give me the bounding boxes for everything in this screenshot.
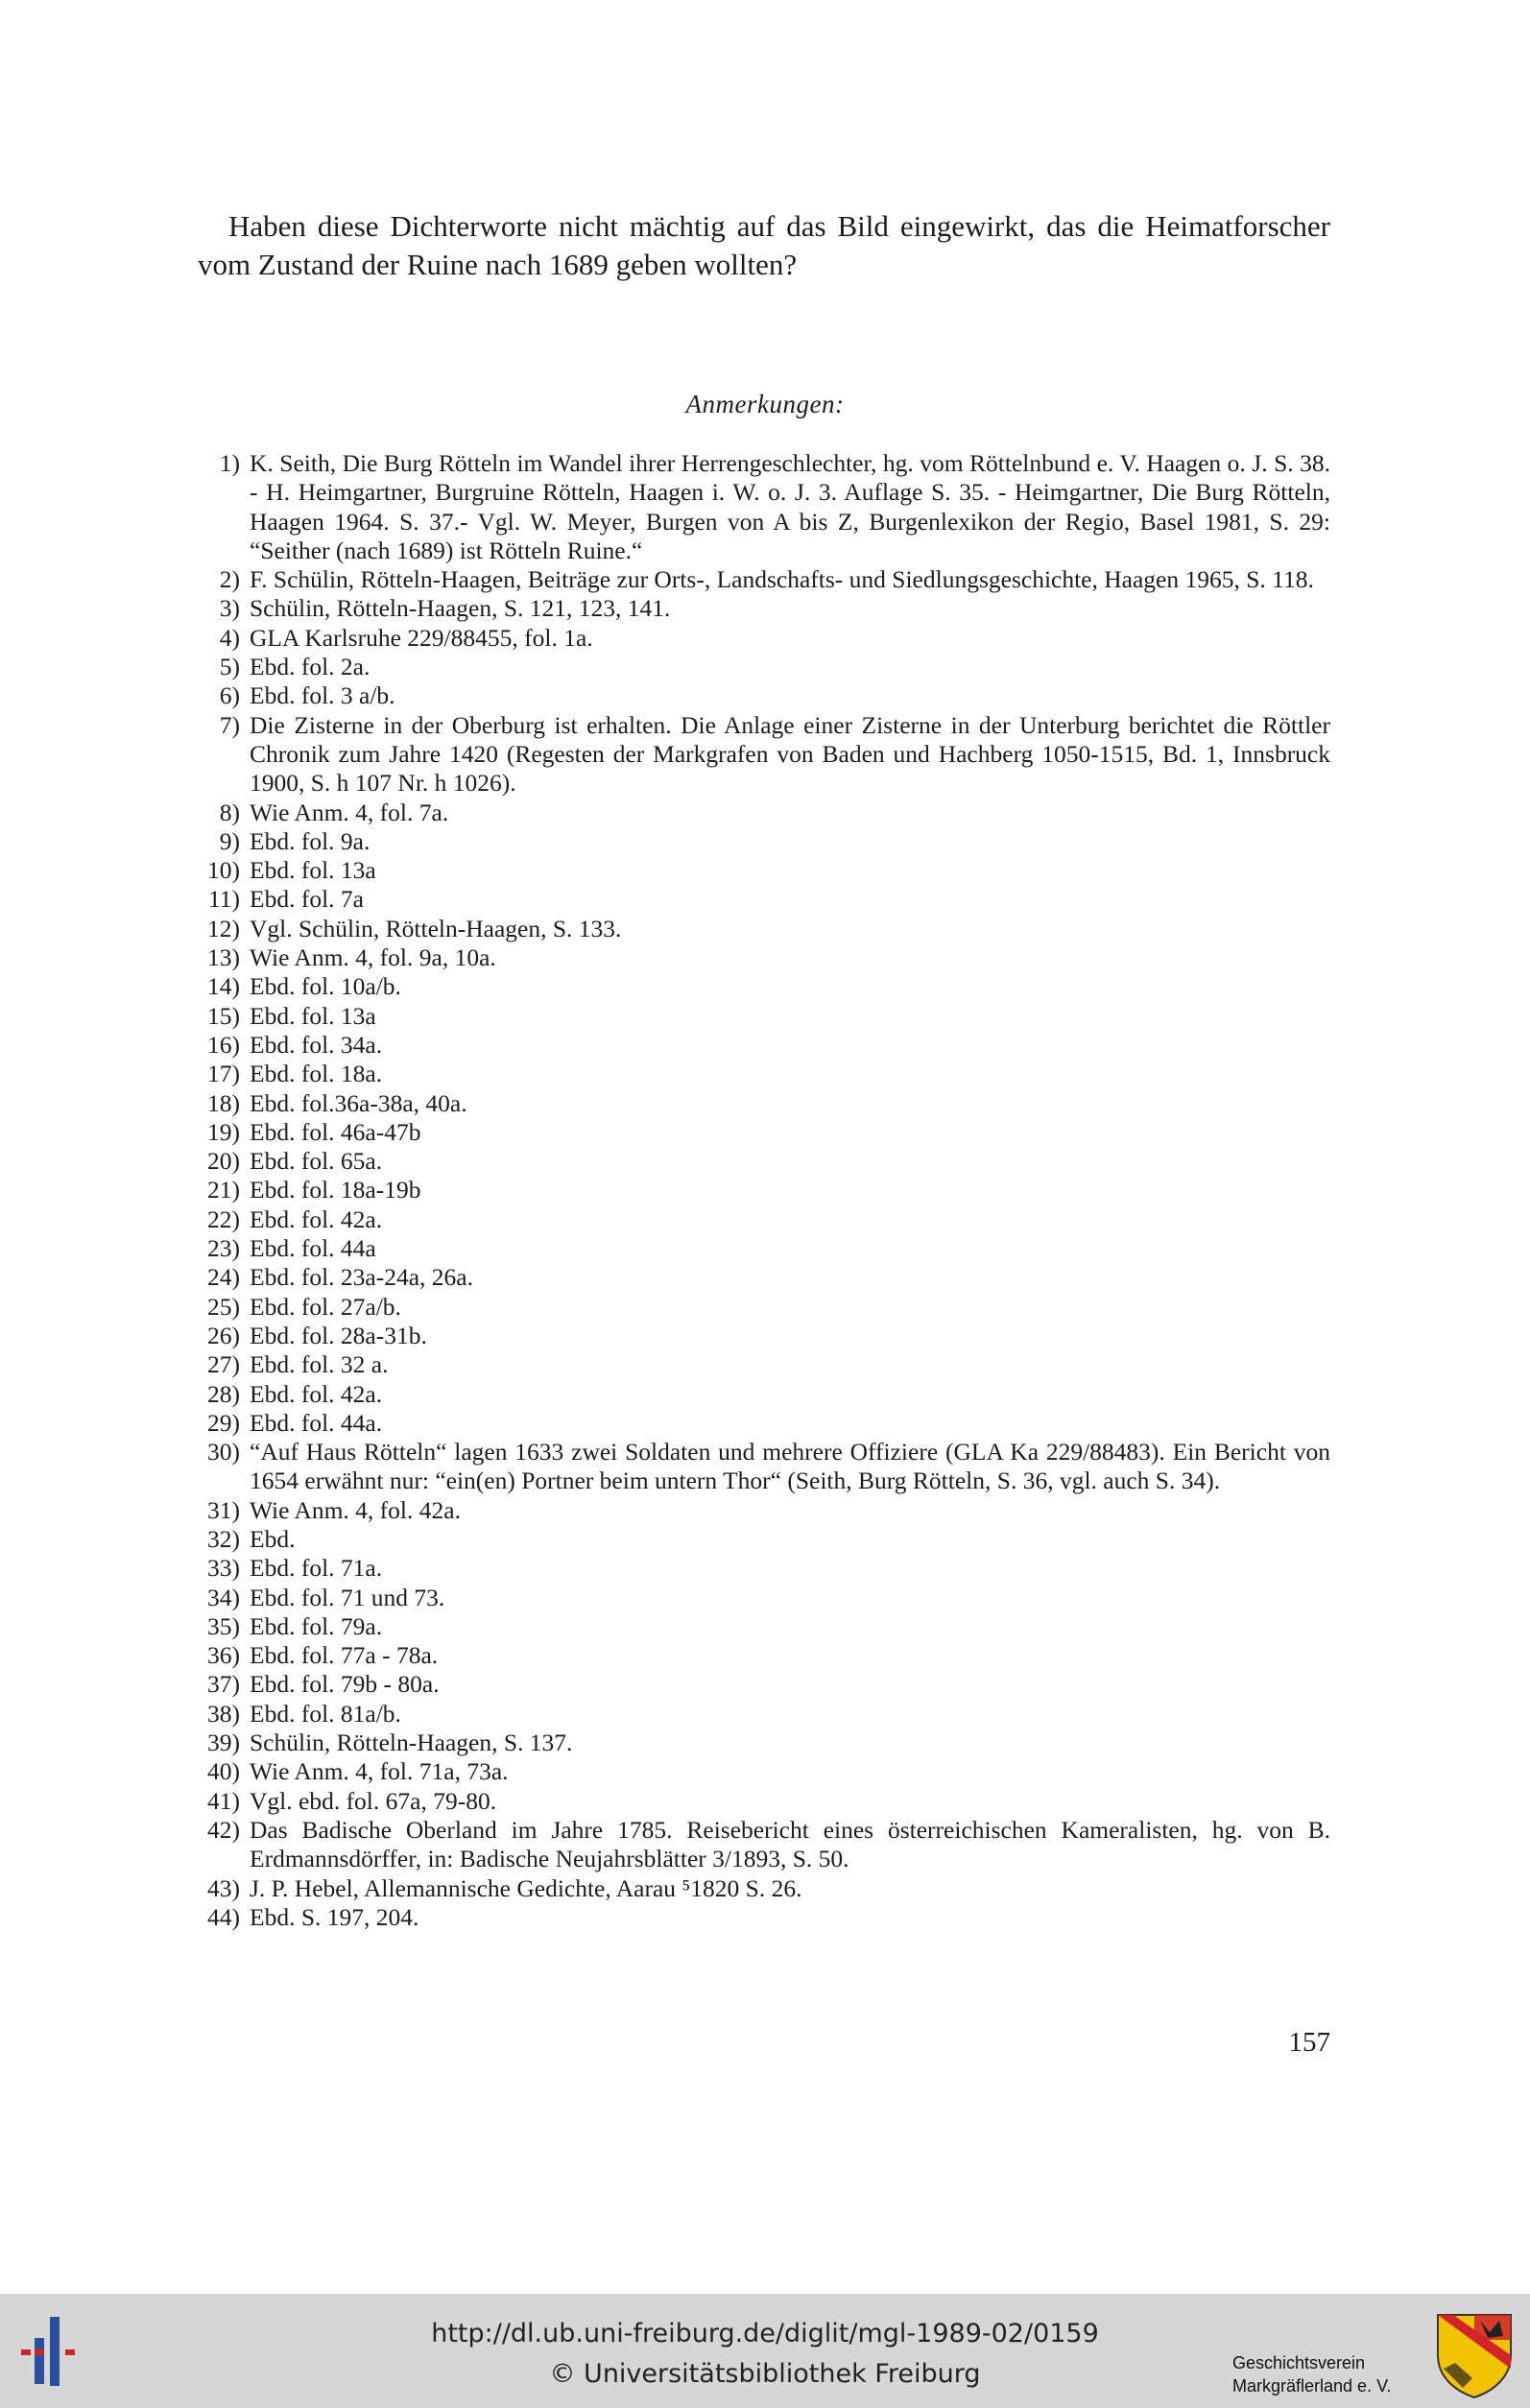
- note-text: Schülin, Rötteln-Haagen, S. 137.: [250, 1729, 573, 1757]
- society-line-1: Geschichtsverein: [1232, 2353, 1366, 2372]
- note-text: Ebd. fol. 42a.: [250, 1204, 383, 1233]
- note-number: 31): [207, 1495, 240, 1524]
- notes-list: [198, 449, 1330, 1932]
- note-text: Ebd.: [250, 1524, 296, 1553]
- note-number: 26): [207, 1321, 240, 1349]
- note-item: [198, 799, 1330, 827]
- note-item: [198, 594, 1330, 623]
- note-number: 27): [207, 1350, 240, 1379]
- note-item: [198, 1874, 1330, 1903]
- note-item: [198, 1641, 1330, 1670]
- note-number: 21): [207, 1176, 240, 1204]
- note-item: [198, 1147, 1330, 1176]
- note-number: 39): [207, 1729, 240, 1757]
- note-text: Ebd. fol. 44a.: [250, 1408, 383, 1437]
- note-item: [198, 653, 1330, 681]
- note-item: [198, 1293, 1330, 1322]
- page-number: 157: [1288, 2027, 1330, 2058]
- note-item: [198, 1205, 1330, 1234]
- note-number: 10): [207, 856, 240, 885]
- note-item: [198, 1757, 1330, 1786]
- note-text: Ebd. fol. 3 a/b.: [250, 681, 395, 710]
- note-number: 38): [207, 1699, 240, 1728]
- note-text: Ebd. fol. 44a: [250, 1234, 376, 1263]
- note-text: Ebd. fol. 9a.: [250, 826, 371, 855]
- note-text: Wie Anm. 4, fol. 7a.: [250, 798, 449, 826]
- note-number: 20): [207, 1147, 240, 1176]
- note-text: Ebd. fol. 13a: [250, 1001, 376, 1030]
- note-text: Ebd. fol. 7a: [250, 885, 364, 914]
- note-item: [198, 624, 1330, 653]
- note-number: 23): [207, 1234, 240, 1263]
- note-number: 5): [219, 653, 240, 681]
- note-number: 41): [207, 1786, 240, 1815]
- note-text: Vgl. Schülin, Rötteln-Haagen, S. 133.: [250, 914, 622, 942]
- note-text: Ebd. fol. 18a.: [250, 1060, 383, 1088]
- note-text: Wie Anm. 4, fol. 9a, 10a.: [250, 943, 496, 972]
- note-item: [198, 1002, 1330, 1031]
- note-number: 12): [207, 914, 240, 942]
- note-text: Ebd. S. 197, 204.: [250, 1902, 419, 1931]
- note-number: 16): [207, 1030, 240, 1059]
- note-text: Ebd. fol. 71 und 73.: [250, 1583, 445, 1611]
- note-text: Ebd. fol. 65a.: [250, 1147, 383, 1176]
- note-text: Ebd. fol. 28a-31b.: [250, 1321, 427, 1349]
- note-item: [198, 1612, 1330, 1641]
- society-line-2: Markgräflerland e. V.: [1232, 2376, 1392, 2396]
- note-number: 3): [219, 594, 240, 623]
- note-text: Ebd. fol. 27a/b.: [250, 1292, 401, 1321]
- note-number: 2): [219, 565, 240, 594]
- note-number: 1): [219, 449, 240, 477]
- note-item: [198, 1816, 1330, 1874]
- note-item: [198, 1176, 1330, 1204]
- note-item: [198, 885, 1330, 914]
- note-number: 29): [207, 1408, 240, 1437]
- note-number: 7): [219, 710, 240, 739]
- note-text: Wie Anm. 4, fol. 71a, 73a.: [250, 1757, 509, 1786]
- note-item: [198, 1380, 1330, 1409]
- note-text: Ebd. fol. 32 a.: [250, 1350, 389, 1379]
- note-text: Ebd. fol. 81a/b.: [250, 1699, 401, 1728]
- note-number: 36): [207, 1641, 240, 1670]
- note-number: 8): [219, 798, 240, 826]
- note-item: [198, 565, 1330, 594]
- note-item: [198, 1118, 1330, 1147]
- note-number: 42): [207, 1815, 240, 1844]
- footer-copyright: © Universitätsbibliothek Freiburg: [549, 2359, 981, 2389]
- note-number: 33): [207, 1554, 240, 1583]
- note-item: [198, 1263, 1330, 1292]
- note-item: [198, 972, 1330, 1001]
- note-text: Ebd. fol. 42a.: [250, 1379, 383, 1408]
- note-item: [198, 1089, 1330, 1118]
- note-number: 30): [207, 1438, 240, 1466]
- note-item: [198, 1670, 1330, 1699]
- note-item: [198, 1700, 1330, 1729]
- note-text: Ebd. fol. 79b - 80a.: [250, 1670, 440, 1699]
- note-item: [198, 449, 1330, 565]
- note-number: 32): [207, 1524, 240, 1553]
- note-item: [198, 711, 1330, 799]
- note-number: 37): [207, 1670, 240, 1699]
- note-item: [198, 1060, 1330, 1088]
- note-item: [198, 1350, 1330, 1379]
- society-name: [1232, 2351, 1391, 2397]
- note-number: 14): [207, 972, 240, 1001]
- note-text: Ebd. fol. 18a-19b: [250, 1176, 421, 1204]
- note-number: 6): [219, 681, 240, 710]
- note-item: [198, 1729, 1330, 1757]
- note-text: Ebd. fol. 71a.: [250, 1554, 383, 1583]
- note-number: 19): [207, 1117, 240, 1146]
- note-number: 18): [207, 1088, 240, 1117]
- note-text: F. Schülin, Rötteln-Haagen, Beiträge zur Orts-, Landschafts- und Siedlungsgeschichte, Haagen 1965, S. 118.: [250, 565, 1314, 594]
- note-number: 4): [219, 623, 240, 652]
- note-text: Die Zisterne in der Oberburg ist erhalten. Die Anlage einer Zisterne in der Unterburg berichtet die Röttler Chronik zum Jahre 1420 (Regesten der Markgrafen von Baden und Hachberg 1050-1515, Bd. 1, Innsbruck 1900, S. h 107 Nr. h 1026).: [250, 710, 1330, 798]
- note-item: [198, 827, 1330, 856]
- note-text: Ebd. fol. 46a-47b: [250, 1117, 421, 1146]
- note-item: [198, 1525, 1330, 1554]
- note-text: Ebd. fol. 77a - 78a.: [250, 1641, 439, 1670]
- note-text: Ebd. fol.36a-38a, 40a.: [250, 1088, 467, 1117]
- note-number: 22): [207, 1204, 240, 1233]
- note-item: [198, 681, 1330, 710]
- note-item: [198, 1903, 1330, 1932]
- note-item: [198, 943, 1330, 972]
- note-number: 43): [207, 1873, 240, 1902]
- note-text: Schülin, Rötteln-Haagen, S. 121, 123, 141.: [250, 594, 671, 623]
- note-item: [198, 915, 1330, 943]
- note-item: [198, 1787, 1330, 1816]
- note-item: [198, 1584, 1330, 1612]
- intro-paragraph: [198, 207, 1330, 284]
- note-text: Vgl. ebd. fol. 67a, 79-80.: [250, 1786, 497, 1815]
- notes-heading: Anmerkungen:: [685, 390, 845, 418]
- note-number: 13): [207, 943, 240, 972]
- note-item: [198, 1322, 1330, 1350]
- note-text: Ebd. fol. 10a/b.: [250, 972, 401, 1001]
- note-item: [198, 1031, 1330, 1060]
- note-number: 24): [207, 1263, 240, 1292]
- note-number: 28): [207, 1379, 240, 1408]
- note-text: Ebd. fol. 34a.: [250, 1030, 383, 1059]
- note-number: 17): [207, 1060, 240, 1088]
- note-number: 25): [207, 1292, 240, 1321]
- note-text: Wie Anm. 4, fol. 42a.: [250, 1495, 461, 1524]
- note-number: 35): [207, 1611, 240, 1640]
- note-number: 40): [207, 1757, 240, 1786]
- intro-text: Haben diese Dichterworte nicht mächtig auf das Bild eingewirkt, das die Heimatforscher vom Zustand der Ruine nach 1689 geben wollten?: [198, 209, 1330, 281]
- note-item: [198, 1234, 1330, 1263]
- note-text: K. Seith, Die Burg Rötteln im Wandel ihrer Herrengeschlechter, hg. vom Röttelnbund e. V. Haagen o. J. S. 38. - H. Heimgartner, Burgruine Rötteln, Haagen i. W. o. J. 3. Auflage S. 35. - Heimgartner, Die Burg Rötteln, Haagen 1964. S. 37.- Vgl. W. Meyer, Burgen von A bis Z, Burgenlexikon der Regio, Basel 1981, S. 29: “Seither (nach 1689) ist Rötteln Ruine.“: [250, 449, 1330, 564]
- note-number: 34): [207, 1583, 240, 1611]
- note-number: 15): [207, 1001, 240, 1030]
- note-text: “Auf Haus Rötteln“ lagen 1633 zwei Soldaten und mehrere Offiziere (GLA Ka 229/88483). Ein Bericht von 1654 erwähnt nur: “ein(en) Portner beim untern Thor“ (Seith, Burg Rötteln, S. 36, vgl. auch S. 34).: [250, 1438, 1330, 1495]
- note-number: 11): [207, 885, 240, 914]
- note-text: Ebd. fol. 13a: [250, 856, 376, 885]
- note-text: Ebd. fol. 79a.: [250, 1611, 383, 1640]
- note-item: [198, 1496, 1330, 1525]
- note-text: Das Badische Oberland im Jahre 1785. Reisebericht eines österreichischen Kameralisten, hg. von B. Erdmannsdörffer, in: Badische Neujahrsblätter 3/1893, S. 50.: [250, 1815, 1330, 1873]
- footer-bar: [0, 2294, 1530, 2408]
- note-item: [198, 1409, 1330, 1438]
- note-text: Ebd. fol. 23a-24a, 26a.: [250, 1263, 473, 1292]
- note-text: J. P. Hebel, Allemannische Gedichte, Aarau ⁵1820 S. 26.: [250, 1873, 802, 1902]
- note-item: [198, 1438, 1330, 1496]
- coat-of-arms-icon: [1434, 2311, 1515, 2399]
- note-text: GLA Karlsruhe 229/88455, fol. 1a.: [250, 623, 593, 652]
- note-item: [198, 1554, 1330, 1583]
- note-item: [198, 856, 1330, 885]
- note-text: Ebd. fol. 2a.: [250, 653, 371, 681]
- footer-url-link[interactable]: http://dl.ub.uni-freiburg.de/diglit/mgl-1989-02/0159: [431, 2319, 1099, 2348]
- note-number: 44): [207, 1902, 240, 1931]
- note-number: 9): [219, 826, 240, 855]
